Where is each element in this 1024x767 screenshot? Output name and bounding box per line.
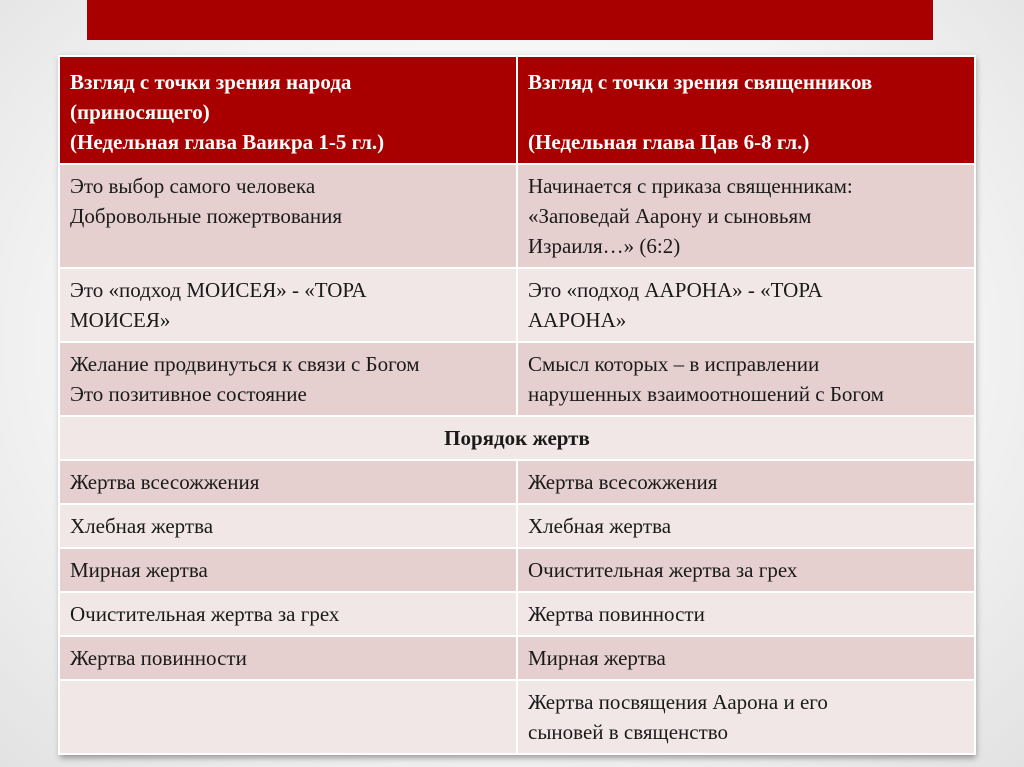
table-row (59, 636, 975, 680)
cell-line: ААРОНА» (528, 308, 627, 332)
table-header-row (59, 56, 975, 164)
table-cell-right (517, 164, 975, 268)
table-cell-right (517, 342, 975, 416)
table-cell-right: Мирная жертва (517, 636, 975, 680)
comparison-table (58, 55, 976, 755)
cell-line: Это «подход МОИСЕЯ» - «ТОРА (70, 278, 367, 302)
table-cell-right: Жертва повинности (517, 592, 975, 636)
section-title: Порядок жертв (59, 416, 975, 460)
header-people-view (59, 56, 517, 164)
table-row (59, 504, 975, 548)
table-row (59, 548, 975, 592)
table-cell-right (517, 680, 975, 754)
table-cell-left-empty (59, 680, 517, 754)
table-cell-left: Жертва повинности (59, 636, 517, 680)
cell-line: сыновей в священство (528, 720, 729, 744)
header-left-line: Взгляд с точки зрения народа (70, 70, 352, 94)
cell-line: Это позитивное состояние (70, 382, 307, 406)
header-priests-view (517, 56, 975, 164)
header-right-line: (Недельная глава Цав 6-8 гл.) (528, 130, 810, 154)
section-row (59, 416, 975, 460)
cell-line: Это «подход ААРОНА» - «ТОРА (528, 278, 823, 302)
cell-line: Жертва посвящения Аарона и его (528, 690, 828, 714)
cell-line: МОИСЕЯ» (70, 308, 171, 332)
header-right-line: Взгляд с точки зрения священников (528, 70, 873, 94)
header-left-line: (приносящего) (70, 100, 210, 124)
comparison-table-wrapper (58, 55, 974, 755)
table-cell-right: Хлебная жертва (517, 504, 975, 548)
table-row (59, 460, 975, 504)
cell-line: «Заповедай Аарону и сыновьям (528, 204, 812, 228)
header-left-line: (Недельная глава Ваикра 1-5 гл.) (70, 130, 385, 154)
cell-line: нарушенных взаимоотношений с Богом (528, 382, 884, 406)
table-cell-left: Жертва всесожжения (59, 460, 517, 504)
table-cell-right (517, 268, 975, 342)
table-cell-left (59, 164, 517, 268)
table-row (59, 342, 975, 416)
top-accent-bar (87, 0, 933, 40)
table-row (59, 680, 975, 754)
cell-line: Добровольные пожертвования (70, 204, 343, 228)
table-cell-right: Очистительная жертва за грех (517, 548, 975, 592)
table-cell-left: Мирная жертва (59, 548, 517, 592)
table-row (59, 164, 975, 268)
table-row (59, 268, 975, 342)
cell-line: Израиля…» (6:2) (528, 234, 681, 258)
cell-line: Это выбор самого человека (70, 174, 316, 198)
table-cell-left (59, 268, 517, 342)
table-row (59, 592, 975, 636)
table-cell-right: Жертва всесожжения (517, 460, 975, 504)
table-cell-left: Хлебная жертва (59, 504, 517, 548)
cell-line: Смысл которых – в исправлении (528, 352, 820, 376)
table-cell-left: Очистительная жертва за грех (59, 592, 517, 636)
header-right-line (528, 97, 964, 127)
cell-line: Начинается с приказа священникам: (528, 174, 853, 198)
table-cell-left (59, 342, 517, 416)
cell-line: Желание продвинуться к связи с Богом (70, 352, 420, 376)
